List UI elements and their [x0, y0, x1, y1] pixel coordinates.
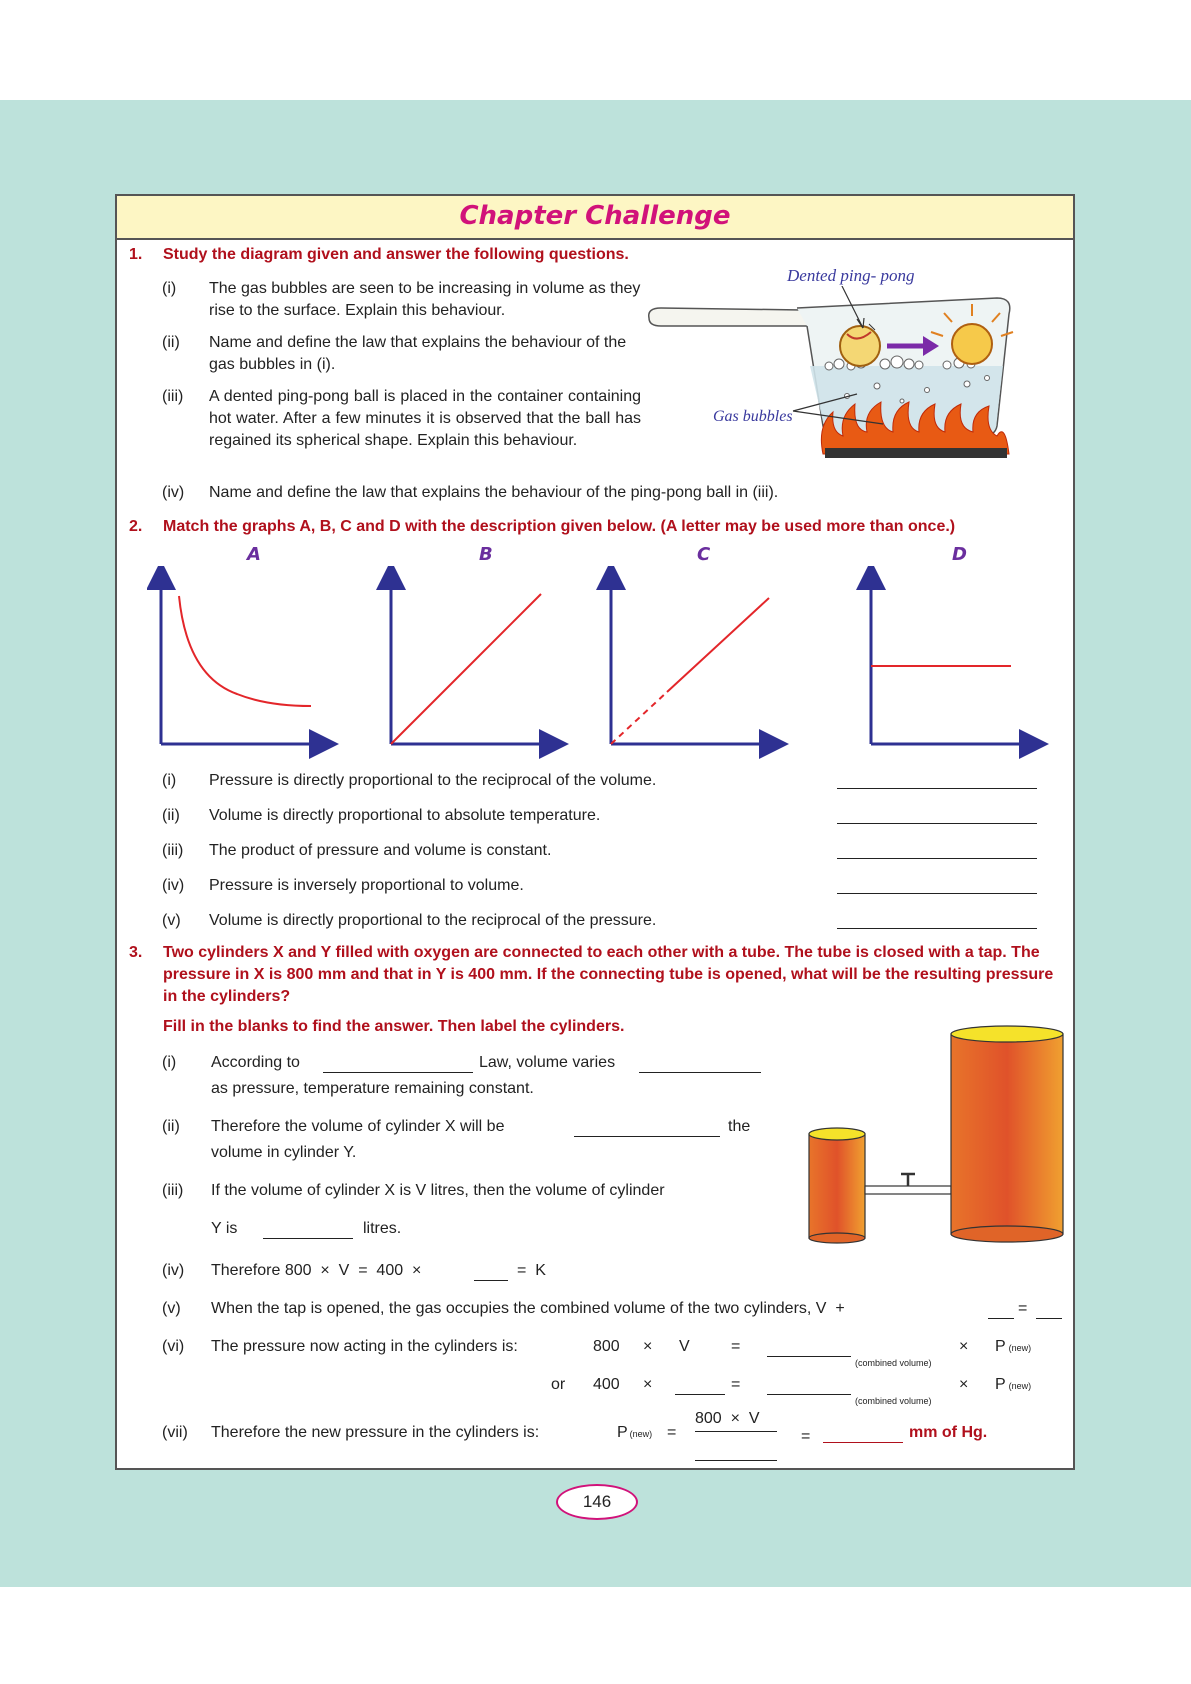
q2-prompt: Match the graphs A, B, C and D with the description given below. (A letter may be used more than once.): [163, 518, 956, 535]
graph-label-a: A: [247, 544, 261, 565]
q3-vi-p-new-1: P (new): [995, 1338, 1032, 1355]
cylinders-illustration: [805, 1024, 1067, 1246]
graphs-row: [147, 566, 1067, 766]
q3-number: 3.: [129, 944, 143, 961]
q3-iv-label: (iv): [162, 1262, 185, 1279]
title-bar: [117, 196, 1073, 240]
q2-iii-answer-blank[interactable]: [837, 858, 1037, 859]
q3-v-blank-2[interactable]: [1036, 1318, 1062, 1319]
q1-number: 1.: [129, 246, 143, 263]
q3-vi-v: V: [679, 1338, 690, 1355]
q1-iv-label: (iv): [162, 484, 185, 501]
q3-vii-unit: mm of Hg.: [909, 1424, 988, 1441]
q3-ii-text-c: volume in cylinder Y.: [211, 1144, 357, 1161]
q3-iii-text-b: Y is: [211, 1220, 238, 1237]
q3-iii-label: (iii): [162, 1182, 184, 1199]
q1-ii-text: Name and define the law that explains the behaviour of the gas bubbles in (i).: [209, 334, 627, 373]
graph-a: [161, 572, 327, 744]
q3-iii-text-c: litres.: [363, 1220, 402, 1237]
q3-vi-equals-1: =: [731, 1338, 741, 1355]
q3-iii-blank[interactable]: [263, 1238, 353, 1239]
gas-bubbles-label: Gas bubbles: [713, 408, 793, 425]
q3-vii-equals-2: =: [801, 1428, 811, 1445]
q3-iv-text-b: = K: [517, 1262, 546, 1279]
q3-iv-blank[interactable]: [474, 1280, 508, 1281]
q2-i-label: (i): [162, 772, 177, 789]
q3-i-text-a: According to: [211, 1054, 300, 1071]
q3-vii-equals-1: =: [667, 1424, 677, 1441]
q2-ii-label: (ii): [162, 807, 180, 824]
q2-iv-text: Pressure is inversely proportional to volume.: [209, 877, 524, 894]
graph-label-b: B: [479, 544, 493, 565]
q3-vi-label: (vi): [162, 1338, 185, 1355]
q3-vii-p-new: P (new): [617, 1424, 653, 1441]
q2-iv-label: (iv): [162, 877, 185, 894]
q2-iii-label: (iii): [162, 842, 184, 859]
graph-label-c: C: [697, 544, 711, 565]
q2-v-label: (v): [162, 912, 181, 929]
q2-iii-text: The product of pressure and volume is constant.: [209, 842, 552, 859]
q3-vii-numerator: 800 × V: [695, 1410, 760, 1427]
q3-prompt: Two cylinders X and Y filled with oxygen are connected to each other with a tube. The tube is closed with a tap. The pressure in X is 800 mm and that in Y is 400 mm. If the connecting tube is opened, what will be the resulting pressure in the cylinders?: [163, 944, 1054, 1005]
q3-vi-or: or: [551, 1376, 566, 1393]
page-title: Chapter Challenge: [459, 201, 731, 231]
q3-vi-times-3: ×: [643, 1376, 653, 1393]
q2-v-answer-blank[interactable]: [837, 928, 1037, 929]
q3-vi-blank-y[interactable]: [675, 1394, 725, 1395]
q3-vii-label: (vii): [162, 1424, 188, 1441]
graph-label-d: D: [952, 544, 967, 565]
q3-ii-label: (ii): [162, 1118, 180, 1135]
q3-ii-text-a: Therefore the volume of cylinder X will be: [211, 1118, 505, 1135]
q3-vi-combined-note-1: (combined volume): [855, 1358, 932, 1368]
dented-ping-pong-label: Dented ping- pong: [787, 266, 915, 285]
q1-iv-text: Name and define the law that explains the behaviour of the ping-pong ball in (iii).: [209, 484, 779, 501]
q1-i-text: The gas bubbles are seen to be increasing in volume as they rise to the surface. Explain this behaviour.: [209, 280, 641, 319]
q3-i-blank-varies[interactable]: [639, 1072, 761, 1073]
graph-c: [611, 572, 777, 744]
q3-i-blank-law[interactable]: [323, 1072, 473, 1073]
q2-ii-answer-blank[interactable]: [837, 823, 1037, 824]
q3-vi-800: 800: [593, 1338, 620, 1355]
q3-vi-text-a: The pressure now acting in the cylinders is:: [211, 1338, 518, 1355]
q3-v-text-a: When the tap is opened, the gas occupies the combined volume of the two cylinders, V +: [211, 1300, 845, 1317]
q3-iv-text-a: Therefore 800 × V = 400 ×: [211, 1262, 422, 1279]
q1-ii-label: (ii): [162, 334, 180, 351]
q3-vi-times-2: ×: [959, 1338, 969, 1355]
q3-vi-equals-2: =: [731, 1376, 741, 1393]
q2-iv-answer-blank[interactable]: [837, 893, 1037, 894]
q3-v-blank-1[interactable]: [988, 1318, 1014, 1319]
q1-prompt: Study the diagram given and answer the following questions.: [163, 246, 629, 263]
q2-i-answer-blank[interactable]: [837, 788, 1037, 789]
q3-i-text-c: as pressure, temperature remaining constant.: [211, 1080, 534, 1097]
chapter-challenge-panel: [115, 194, 1075, 1470]
q1-i-label: (i): [162, 280, 177, 297]
q3-v-text-b: =: [1018, 1300, 1028, 1317]
q2-i-text: Pressure is directly proportional to the reciprocal of the volume.: [209, 772, 657, 789]
q1-iii-text: A dented ping-pong ball is placed in the container containing hot water. After a few minutes it is observed that the ball has regained its spherical shape. Explain this behaviour.: [209, 388, 641, 449]
q3-i-label: (i): [162, 1054, 177, 1071]
page-number: 146: [556, 1484, 638, 1520]
boiling-pan-illustration: [647, 286, 1067, 476]
q3-ii-text-b: the: [728, 1118, 751, 1135]
q3-vii-fraction-bar: [695, 1431, 777, 1432]
q2-v-text: Volume is directly proportional to the reciprocal of the pressure.: [209, 912, 657, 929]
q2-ii-text: Volume is directly proportional to absolute temperature.: [209, 807, 601, 824]
q3-i-text-b: Law, volume varies: [479, 1054, 616, 1071]
q3-vi-times-4: ×: [959, 1376, 969, 1393]
q3-vi-times-1: ×: [643, 1338, 653, 1355]
q3-vii-denominator-blank[interactable]: [695, 1460, 777, 1461]
q2-number: 2.: [129, 518, 143, 535]
q3-vii-text-a: Therefore the new pressure in the cylinders is:: [211, 1424, 540, 1441]
q3-vi-blank-combined-1[interactable]: [767, 1356, 851, 1357]
q1-iii-label: (iii): [162, 388, 184, 405]
q3-instruction: Fill in the blanks to find the answer. Then label the cylinders.: [163, 1018, 625, 1035]
q3-ii-blank[interactable]: [574, 1136, 720, 1137]
q3-vii-answer-blank[interactable]: [823, 1442, 903, 1443]
q3-vi-p-new-2: P (new): [995, 1376, 1032, 1393]
q3-vi-400: 400: [593, 1376, 620, 1393]
q3-vi-combined-note-2: (combined volume): [855, 1396, 932, 1406]
graph-d: [871, 572, 1037, 744]
graph-b: [391, 572, 557, 744]
q3-iii-text-a: If the volume of cylinder X is V litres, then the volume of cylinder: [211, 1182, 665, 1199]
q3-vi-blank-combined-2[interactable]: [767, 1394, 851, 1395]
q3-v-label: (v): [162, 1300, 181, 1317]
